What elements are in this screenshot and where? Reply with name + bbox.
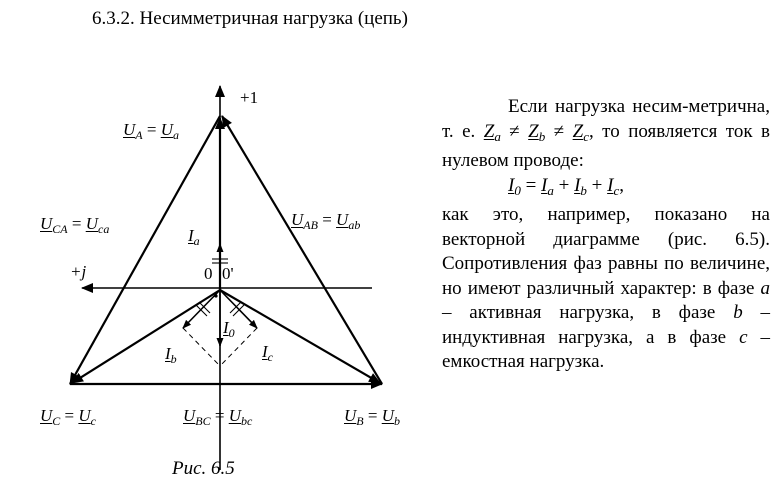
axis-real-label: +1 <box>240 88 259 107</box>
section-title: 6.3.2. Несимметричная нагрузка (цепь) <box>92 8 408 29</box>
label-Ib: $I_b$ <box>165 344 177 366</box>
label-Ic: $I_c$ <box>262 342 273 364</box>
tick-Ic-2 <box>230 302 241 313</box>
formula-I0: $I_0 = I_a + I_b + I_c$, <box>508 174 624 198</box>
label-UB: $U_B = U_b$ <box>344 406 400 428</box>
explanation-text <box>442 95 770 375</box>
label-UBC: $U_{BC} = U_{bc}$ <box>183 406 253 428</box>
axis-imag-label: +j <box>70 262 87 281</box>
paragraph-2: как это, например, показано на векторной диаграмме (рис. 6.5). Сопротивления фаз равны по величине, но имеют различный характер: в фазе a – активная нагрузка, в фазе b – индуктивная нагрузка, а в фазе c – емкостная нагрузка. <box>442 204 771 372</box>
vector-UAB <box>222 116 382 384</box>
tick-Ib-2 <box>199 302 210 313</box>
label-UCA: $U_{CA} = U_{ca}$ <box>40 214 110 236</box>
dash-parallelogram-1 <box>183 328 220 366</box>
tick-Ib-1 <box>196 305 207 316</box>
label-UA: $U_A = U_a$ <box>123 120 179 142</box>
origin-label: 0 <box>204 264 213 283</box>
label-Ia: $I_a$ <box>188 226 200 248</box>
origin-dot <box>214 294 217 297</box>
label-UAB: $U_{AB} = U_{ab}$ <box>291 210 361 232</box>
label-UC: $U_C = U_c$ <box>40 406 96 428</box>
paragraph-1: Если нагрузка несим-метрична, т. е. $Z_a \ne Z_b \ne Z_c$, то появляется ток в нулевом проводе: <box>442 96 770 171</box>
vector-UCA <box>70 116 220 384</box>
vector-Uc <box>72 290 220 383</box>
vector-Ub <box>220 290 380 383</box>
tick-Ic-1 <box>233 305 244 316</box>
origin-prime-label: 0' <box>222 264 234 283</box>
label-I0: $I_0$ <box>223 318 235 340</box>
figure-caption: Рис. 6.5 <box>172 458 235 479</box>
